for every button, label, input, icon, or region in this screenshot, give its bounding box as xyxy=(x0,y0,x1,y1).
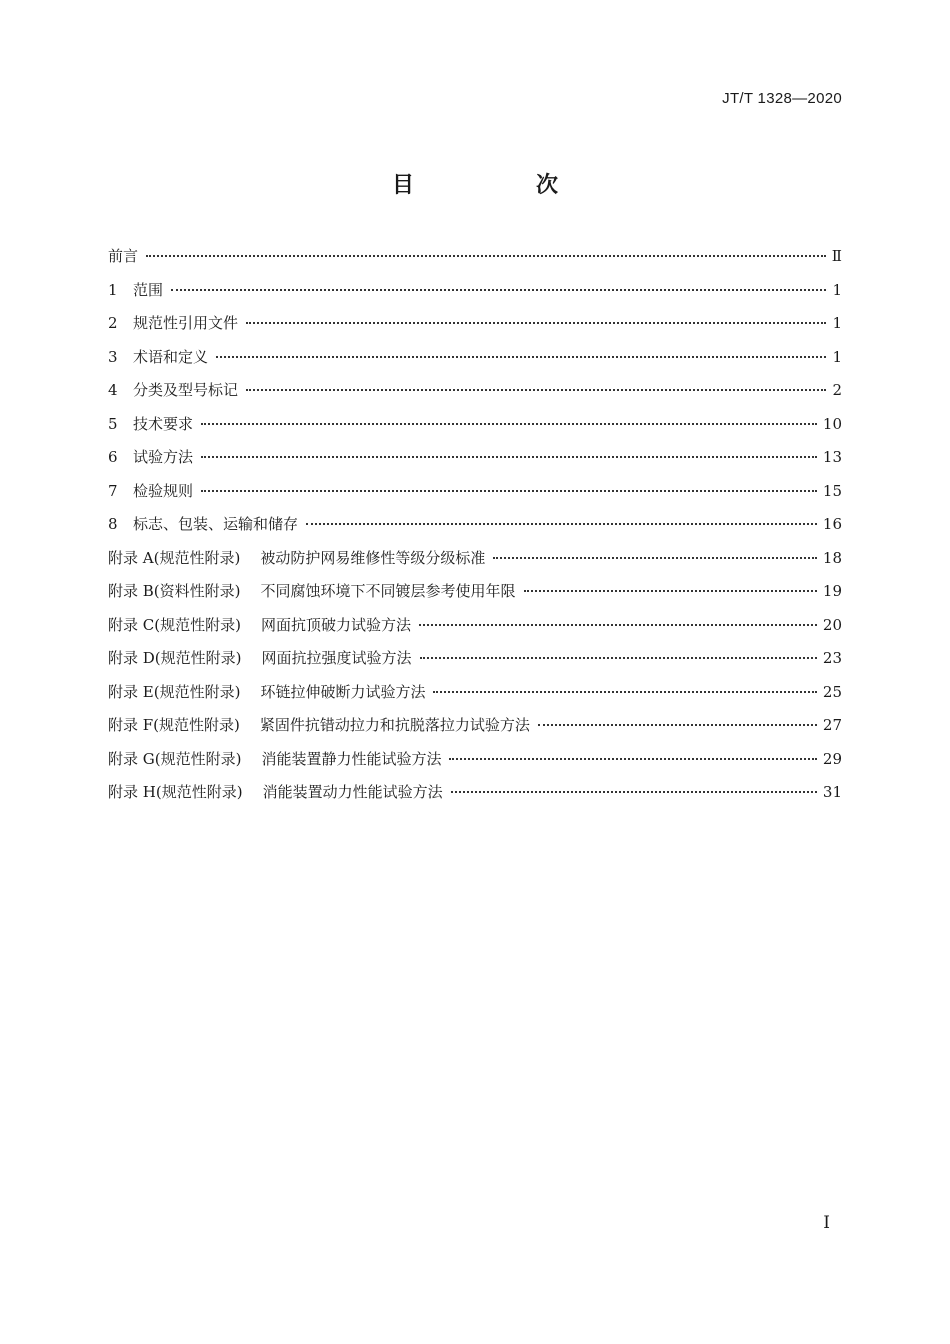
toc-entry-number: 4 xyxy=(108,381,118,399)
toc-entry[interactable] xyxy=(108,508,842,542)
toc-leader-dots xyxy=(306,523,817,525)
toc-entry-annex-prefix: 附录 H(规范性附录) xyxy=(108,783,243,801)
toc-leader-dots xyxy=(419,624,817,626)
toc-entry[interactable] xyxy=(108,709,842,743)
toc-entry-label: 术语和定义 xyxy=(133,347,209,366)
toc-entry-label: 环链拉伸破断力试验方法 xyxy=(260,682,426,701)
toc-entry-label: 前言 xyxy=(108,247,139,265)
toc-leader-dots xyxy=(524,590,817,592)
toc-entry-page: 27 xyxy=(822,716,842,734)
toc-leader-dots xyxy=(201,456,817,458)
toc-entry-label: 范围 xyxy=(133,280,164,299)
toc-entry-number: 1 xyxy=(108,280,118,299)
toc-entry-label: 技术要求 xyxy=(133,414,194,433)
page-title: 目 次 xyxy=(391,173,608,198)
toc-entry-page: 2 xyxy=(832,381,842,399)
toc-entry[interactable] xyxy=(108,274,842,308)
toc-entry-number: 5 xyxy=(108,414,118,433)
toc-entry[interactable] xyxy=(108,776,842,810)
toc-leader-dots xyxy=(201,423,817,425)
toc-entry[interactable] xyxy=(108,408,842,442)
toc-entry-number: 6 xyxy=(108,448,118,466)
toc-leader-dots xyxy=(201,490,817,492)
toc-entry[interactable] xyxy=(108,307,842,341)
toc-entry-number: 3 xyxy=(108,347,118,366)
toc-entry[interactable] xyxy=(108,341,842,375)
toc-entry-label: 网面抗拉强度试验方法 xyxy=(261,649,412,667)
standard-code: JT/T 1328—2020 xyxy=(722,90,842,107)
toc-entry-label: 分类及型号标记 xyxy=(133,381,239,399)
toc-entry-label: 不同腐蚀环境下不同镀层参考使用年限 xyxy=(260,582,516,600)
toc-entry[interactable] xyxy=(108,676,842,710)
toc-entry[interactable] xyxy=(108,542,842,576)
toc-leader-dots xyxy=(216,356,826,358)
toc-entry-annex-prefix: 附录 B(资料性附录) xyxy=(108,582,241,600)
page-number: Ⅰ xyxy=(823,1213,830,1233)
toc-entry-page: Ⅱ xyxy=(831,247,842,265)
toc-entry-label: 消能装置动力性能试验方法 xyxy=(262,783,443,801)
toc-entry[interactable] xyxy=(108,575,842,609)
toc-entry-page: 31 xyxy=(822,783,842,801)
toc-entry-number: 7 xyxy=(108,481,118,500)
toc-entry-page: 29 xyxy=(822,749,842,768)
toc-entry-page: 1 xyxy=(832,280,842,299)
toc-leader-dots xyxy=(449,758,816,760)
toc-entry-page: 1 xyxy=(832,314,842,332)
toc-entry-number: 2 xyxy=(108,314,118,332)
toc-entry-page: 19 xyxy=(822,582,842,600)
toc-entry-page: 16 xyxy=(822,515,842,533)
toc-entry-label: 网面抗顶破力试验方法 xyxy=(260,615,411,634)
toc-entry[interactable] xyxy=(108,743,842,777)
toc-entry-label: 标志、包装、运输和储存 xyxy=(133,515,299,533)
toc-entry-page: 20 xyxy=(822,615,842,634)
toc-entry-annex-prefix: 附录 A(规范性附录) xyxy=(108,548,241,567)
toc-leader-dots xyxy=(171,289,826,291)
toc-leader-dots xyxy=(246,322,826,324)
toc-leader-dots xyxy=(538,724,817,726)
toc-entry-label: 紧固件抗错动拉力和抗脱落拉力试验方法 xyxy=(259,716,530,734)
toc-entry[interactable] xyxy=(108,240,842,274)
toc-entry[interactable] xyxy=(108,441,842,475)
toc-entry[interactable] xyxy=(108,374,842,408)
toc-entry-page: 15 xyxy=(822,481,842,500)
toc-entry-page: 13 xyxy=(822,448,842,466)
toc-leader-dots xyxy=(246,389,826,391)
toc-entry-label: 被动防护网易维修性等级分级标准 xyxy=(260,548,486,567)
toc-entry-page: 10 xyxy=(822,414,842,433)
toc-entry[interactable] xyxy=(108,642,842,676)
toc-entry-label: 检验规则 xyxy=(133,481,194,500)
toc-entry-page: 1 xyxy=(832,347,842,366)
toc-leader-dots xyxy=(451,791,817,793)
toc-entry-annex-prefix: 附录 D(规范性附录) xyxy=(108,649,242,667)
toc-entry-label: 消能装置静力性能试验方法 xyxy=(261,749,442,768)
toc-leader-dots xyxy=(420,657,817,659)
toc-entry-annex-prefix: 附录 C(规范性附录) xyxy=(108,615,241,634)
toc-entry-annex-prefix: 附录 F(规范性附录) xyxy=(108,716,240,734)
table-of-contents xyxy=(108,240,842,810)
toc-entry-page: 23 xyxy=(822,649,842,667)
toc-entry-annex-prefix: 附录 G(规范性附录) xyxy=(108,749,242,768)
toc-leader-dots xyxy=(433,691,816,693)
toc-entry-label: 规范性引用文件 xyxy=(133,314,239,332)
toc-entry-label: 试验方法 xyxy=(133,448,194,466)
toc-entry[interactable] xyxy=(108,475,842,509)
toc-leader-dots xyxy=(493,557,817,559)
toc-leader-dots xyxy=(146,255,826,257)
toc-entry[interactable] xyxy=(108,609,842,643)
toc-entry-page: 25 xyxy=(822,682,842,701)
toc-entry-page: 18 xyxy=(822,548,842,567)
toc-entry-annex-prefix: 附录 E(规范性附录) xyxy=(108,682,241,701)
toc-entry-number: 8 xyxy=(108,515,118,533)
